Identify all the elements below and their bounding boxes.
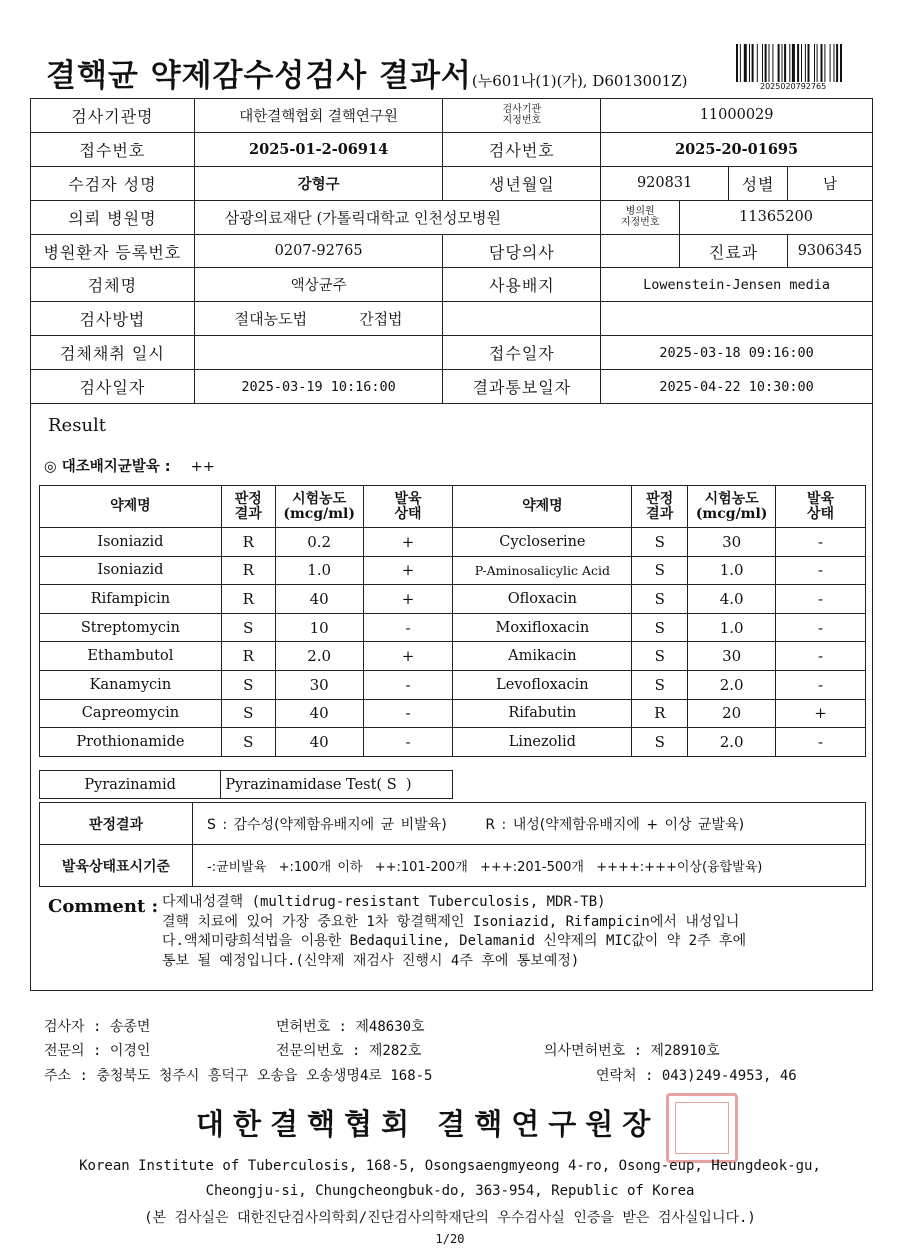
receipt-value: 2025-01-2-06914 bbox=[194, 132, 443, 166]
verdict: S bbox=[632, 613, 688, 642]
report-title-code: (누601나(1)(가), D6013001Z) bbox=[471, 72, 688, 90]
specialist-no: 전문의번호 : 제282호 bbox=[276, 1043, 422, 1059]
growth: - bbox=[776, 528, 866, 557]
method-empty-2 bbox=[601, 302, 873, 336]
verdict: S bbox=[221, 613, 275, 642]
hospital-label: 의뢰 병원명 bbox=[31, 200, 195, 234]
drug-name: Capreomycin bbox=[40, 699, 222, 728]
concentration: 30 bbox=[688, 528, 776, 557]
concentration: 2.0 bbox=[688, 670, 776, 699]
info-table bbox=[30, 98, 873, 404]
reg-value: 0207-92765 bbox=[194, 234, 443, 268]
verdict: S bbox=[632, 528, 688, 557]
tester: 검사자 : 송종면 bbox=[44, 1019, 151, 1035]
receipt-label: 접수번호 bbox=[31, 132, 195, 166]
result-title: Result bbox=[48, 415, 107, 436]
dept-value: 9306345 bbox=[787, 234, 872, 268]
dob-value: 920831 bbox=[601, 166, 729, 200]
certification: (본 검사실은 대한진단검사의학회/진단검사의학재단의 우수검사실 인증을 받은 검사실입니다.) bbox=[144, 1210, 756, 1226]
drug-name: Isoniazid bbox=[40, 556, 222, 585]
legend-table bbox=[39, 802, 866, 887]
col-drug-right: 약제명 bbox=[453, 486, 632, 528]
concentration: 0.2 bbox=[275, 528, 363, 557]
drug-name: Linezolid bbox=[453, 728, 632, 757]
drug-row bbox=[40, 613, 866, 642]
org-code-label: 검사기관 지정번호 bbox=[443, 99, 601, 133]
col-verdict-left: 판정 결과 bbox=[221, 486, 275, 528]
control-label: ◎ 대조배지균발육 : bbox=[44, 459, 171, 475]
comment-line: 다.액체미량희석법을 이용한 Bedaquiline, Delamanid 신약제의 MIC값이 약 2주 후에 bbox=[162, 933, 747, 949]
method-value-1: 절대농도법 bbox=[234, 310, 308, 329]
drug-row bbox=[40, 642, 866, 671]
verdict: S bbox=[221, 670, 275, 699]
verdict: R bbox=[221, 642, 275, 671]
growth: - bbox=[363, 699, 453, 728]
concentration: 1.0 bbox=[275, 556, 363, 585]
verdict-text: S : 감수성(약제함유배지에 균 비발육) R : 내성(약제함유배지에 + 이상 균발육) bbox=[193, 803, 866, 845]
col-drug-left: 약제명 bbox=[40, 486, 222, 528]
concentration: 1.0 bbox=[688, 556, 776, 585]
sex-label: 성별 bbox=[729, 166, 788, 200]
doctor-label: 담당의사 bbox=[443, 234, 601, 268]
concentration: 4.0 bbox=[688, 585, 776, 614]
collect-label: 검체채취 일시 bbox=[31, 336, 195, 370]
comment-line: 다제내성결핵 (multidrug-resistant Tuberculosis, MDR-TB) bbox=[162, 894, 606, 910]
growth: + bbox=[363, 642, 453, 671]
official-seal bbox=[666, 1093, 738, 1163]
growth: + bbox=[363, 528, 453, 557]
comment-text bbox=[162, 893, 862, 971]
notified-label: 결과통보일자 bbox=[443, 370, 601, 404]
drug-row bbox=[40, 585, 866, 614]
comment-label: Comment : bbox=[48, 896, 159, 917]
license: 면허번호 : 제48630호 bbox=[276, 1019, 425, 1035]
drug-name: Ethambutol bbox=[40, 642, 222, 671]
verdict: S bbox=[221, 699, 275, 728]
method-empty bbox=[443, 302, 601, 336]
growth: - bbox=[363, 670, 453, 699]
drug-table bbox=[39, 485, 866, 757]
org-value: 대한결핵협회 결핵연구원 bbox=[194, 99, 443, 133]
drug-name: Levofloxacin bbox=[453, 670, 632, 699]
drug-row bbox=[40, 528, 866, 557]
section-divider bbox=[30, 990, 873, 991]
org-code-value: 11000029 bbox=[601, 99, 873, 133]
medium-label: 사용배지 bbox=[443, 268, 601, 302]
report-title bbox=[46, 50, 687, 95]
hospital-code-label: 병의원 지정번호 bbox=[601, 200, 680, 234]
specimen-value: 액상균주 bbox=[194, 268, 443, 302]
patient-label: 수검자 성명 bbox=[31, 166, 195, 200]
sex-value: 남 bbox=[787, 166, 872, 200]
concentration: 2.0 bbox=[275, 642, 363, 671]
verdict-label: 판정결과 bbox=[40, 803, 193, 845]
growth-text: -:균비발육 +:100개 이하 ++:101-200개 +++:201-500개 ++++:+++이상(융합발육) bbox=[193, 845, 866, 887]
patient-value: 강형구 bbox=[194, 166, 443, 200]
eng-address-1: Korean Institute of Tuberculosis, 168-5, Osongsaengmyeong 4-ro, Osong-eup, Heungdeok-gu, bbox=[79, 1158, 821, 1174]
concentration: 20 bbox=[688, 699, 776, 728]
drug-row bbox=[40, 556, 866, 585]
collect-value bbox=[194, 336, 443, 370]
institute-name: 대한결핵협회 결핵연구원장 bbox=[196, 1107, 660, 1141]
verdict: R bbox=[221, 528, 275, 557]
drug-name: Ofloxacin bbox=[453, 585, 632, 614]
col-growth-right: 발육 상태 bbox=[776, 486, 866, 528]
comment-line: 통보 될 예정입니다.(신약제 재검사 진행시 4주 후에 통보예정) bbox=[162, 952, 580, 969]
pza-test: Pyrazinamidase Test( S ) bbox=[221, 771, 453, 799]
doctor-value bbox=[601, 234, 680, 268]
growth: - bbox=[363, 728, 453, 757]
tested-label: 검사일자 bbox=[31, 370, 195, 404]
tested-value: 2025-03-19 10:16:00 bbox=[194, 370, 443, 404]
method-value bbox=[194, 302, 443, 336]
pyrazinamide-table bbox=[39, 770, 453, 799]
growth-label: 발육상태표시기준 bbox=[40, 845, 193, 887]
growth: - bbox=[776, 613, 866, 642]
specialist: 전문의 : 이경인 bbox=[44, 1043, 151, 1059]
page-number: 1/20 bbox=[435, 1232, 465, 1246]
reg-label: 병원환자 등록번호 bbox=[31, 234, 195, 268]
drug-row bbox=[40, 728, 866, 757]
received-label: 접수일자 bbox=[443, 336, 601, 370]
concentration: 30 bbox=[275, 670, 363, 699]
verdict: R bbox=[221, 556, 275, 585]
specimen-label: 검체명 bbox=[31, 268, 195, 302]
hospital-code-value: 11365200 bbox=[680, 200, 873, 234]
growth: - bbox=[776, 642, 866, 671]
verdict: S bbox=[632, 728, 688, 757]
verdict: S bbox=[632, 642, 688, 671]
hospital-value: 삼광의료재단 (가톨릭대학교 인천성모병원 bbox=[194, 200, 600, 234]
drug-name: Rifabutin bbox=[453, 699, 632, 728]
dob-label: 생년월일 bbox=[443, 166, 601, 200]
drug-name: Streptomycin bbox=[40, 613, 222, 642]
control-growth bbox=[44, 455, 215, 476]
test-no-label: 검사번호 bbox=[443, 132, 601, 166]
barcode bbox=[736, 44, 876, 82]
method-label: 검사방법 bbox=[31, 302, 195, 336]
verdict: S bbox=[632, 556, 688, 585]
doctor-license: 의사면허번호 : 제28910호 bbox=[544, 1043, 720, 1059]
notified-value: 2025-04-22 10:30:00 bbox=[601, 370, 873, 404]
verdict: R bbox=[632, 699, 688, 728]
growth: + bbox=[363, 585, 453, 614]
concentration: 40 bbox=[275, 728, 363, 757]
growth: + bbox=[363, 556, 453, 585]
col-conc-right: 시험농도 (mcg/ml) bbox=[688, 486, 776, 528]
growth: - bbox=[776, 585, 866, 614]
medium-value: Lowenstein-Jensen media bbox=[601, 268, 873, 302]
contact: 연락처 : 043)249-4953, 46 bbox=[596, 1068, 797, 1084]
drug-name: Moxifloxacin bbox=[453, 613, 632, 642]
verdict: S bbox=[632, 670, 688, 699]
verdict: S bbox=[221, 728, 275, 757]
concentration: 40 bbox=[275, 585, 363, 614]
growth: - bbox=[776, 556, 866, 585]
test-no-value: 2025-20-01695 bbox=[601, 132, 873, 166]
barcode-number: 2025020792765 bbox=[760, 82, 827, 91]
drug-name: P-Aminosalicylic Acid bbox=[453, 556, 632, 585]
growth: - bbox=[776, 728, 866, 757]
concentration: 1.0 bbox=[688, 613, 776, 642]
drug-name: Prothionamide bbox=[40, 728, 222, 757]
verdict: S bbox=[632, 585, 688, 614]
col-growth-left: 발육 상태 bbox=[363, 486, 453, 528]
pza-drug: Pyrazinamid bbox=[40, 771, 221, 799]
drug-name: Rifampicin bbox=[40, 585, 222, 614]
report-title-main: 결핵균 약제감수성검사 결과서 bbox=[46, 58, 472, 94]
drug-name: Amikacin bbox=[453, 642, 632, 671]
col-verdict-right: 판정 결과 bbox=[632, 486, 688, 528]
comment-line: 결핵 치료에 있어 가장 중요한 1차 항결핵제인 Isoniazid, Rifampicin에서 내성입니 bbox=[162, 913, 740, 930]
concentration: 10 bbox=[275, 613, 363, 642]
verdict: R bbox=[221, 585, 275, 614]
growth: - bbox=[363, 613, 453, 642]
org-label: 검사기관명 bbox=[31, 99, 195, 133]
drug-name: Kanamycin bbox=[40, 670, 222, 699]
control-value: ++ bbox=[190, 459, 215, 475]
received-value: 2025-03-18 09:16:00 bbox=[601, 336, 873, 370]
address: 주소 : 충청북도 청주시 흥덕구 오송읍 오송생명4로 168-5 bbox=[44, 1068, 433, 1084]
drug-row bbox=[40, 699, 866, 728]
drug-row bbox=[40, 670, 866, 699]
concentration: 40 bbox=[275, 699, 363, 728]
concentration: 30 bbox=[688, 642, 776, 671]
method-value-2: 간접법 bbox=[359, 310, 403, 329]
growth: - bbox=[776, 670, 866, 699]
dept-label: 진료과 bbox=[680, 234, 788, 268]
eng-address-2: Cheongju-si, Chungcheongbuk-do, 363-954, Republic of Korea bbox=[205, 1183, 695, 1199]
drug-name: Isoniazid bbox=[40, 528, 222, 557]
concentration: 2.0 bbox=[688, 728, 776, 757]
growth: + bbox=[776, 699, 866, 728]
drug-name: Cycloserine bbox=[453, 528, 632, 557]
col-conc-left: 시험농도 (mcg/ml) bbox=[275, 486, 363, 528]
